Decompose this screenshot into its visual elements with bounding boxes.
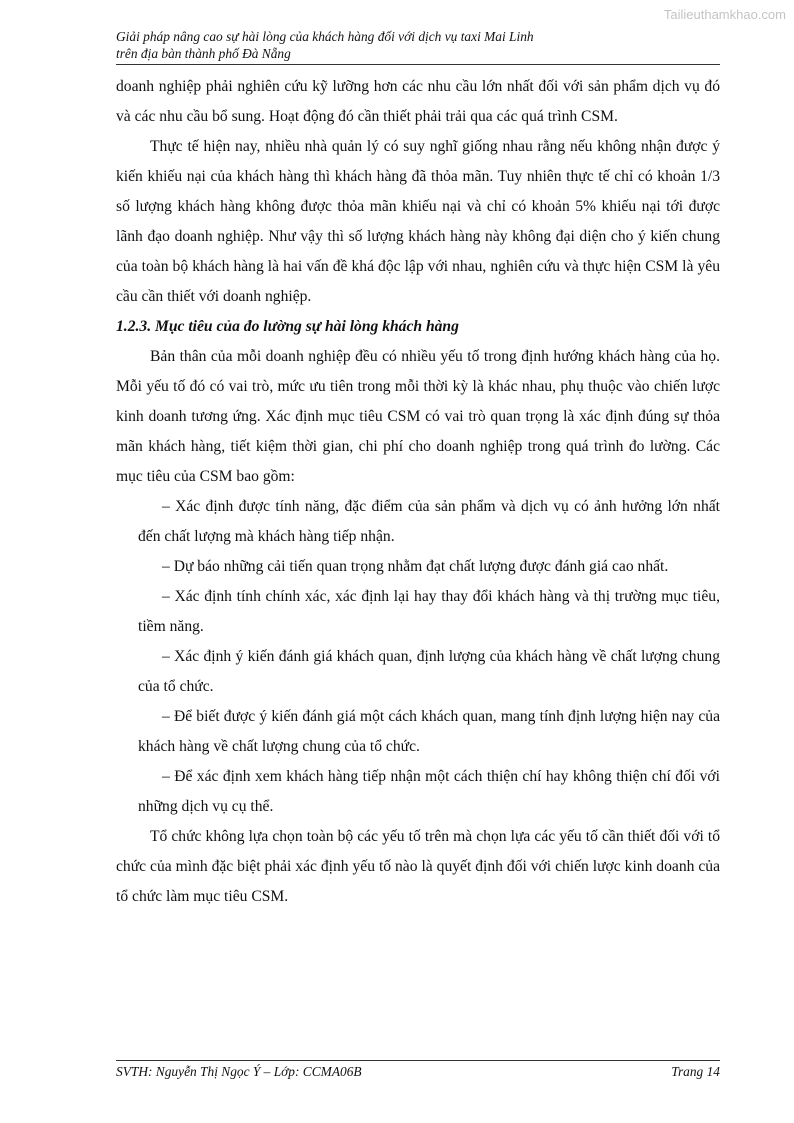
paragraph-3: Bản thân của mỗi doanh nghiệp đều có nhiều yếu tố trong định hướng khách hàng của họ. Mỗi yếu tố đó có vai trò, mức ưu tiên trong mỗi thời kỳ là khác nhau, phụ thuộc vào chiến lược kinh doanh tương ứng. Xác định mục tiêu CSM có vai trò quan trọng là xác định đúng sự thỏa mãn khách hàng, tiết kiệm thời gian, chi phí cho doanh nghiệp trong quá trình đo lường. Các mục tiêu của CSM bao gồm: [116,348,720,485]
list-item: – Để xác định xem khách hàng tiếp nhận một cách thiện chí hay không thiện chí đối với những dịch vụ cụ thể. [138,768,720,815]
section-heading: 1.2.3. Mục tiêu của đo lường sự hài lòng khách hàng [116,318,459,335]
list-item: – Dự báo những cải tiến quan trọng nhằm đạt chất lượng được đánh giá cao nhất. [162,558,669,575]
page-footer [116,1060,720,1081]
page-header [116,28,720,65]
list-item: – Xác định ý kiến đánh giá khách quan, định lượng của khách hàng về chất lượng chung của tổ chức. [138,648,720,695]
header-title-line1: Giải pháp nâng cao sự hài lòng của khách hàng đối với dịch vụ taxi Mai Linh [116,29,534,44]
list-item: – Xác định tính chính xác, xác định lại hay thay đổi khách hàng và thị trường mục tiêu, tiềm năng. [138,588,720,635]
watermark: Tailieuthamkhao.com [663,7,786,22]
header-title-line2: trên địa bàn thành phố Đà Nẵng [116,46,291,61]
page-number: Trang 14 [671,1064,720,1079]
paragraph-4: Tổ chức không lựa chọn toàn bộ các yếu tố trên mà chọn lựa các yếu tố cần thiết đối với tổ chức của mình đặc biệt phải xác định yếu tố nào là quyết định đối với chiến lược kinh doanh của tổ chức làm mục tiêu CSM. [116,828,720,905]
list-item: – Xác định được tính năng, đặc điểm của sản phẩm và dịch vụ có ảnh hưởng lớn nhất đến chất lượng mà khách hàng tiếp nhận. [138,498,720,545]
page-body [116,72,720,912]
list-item: – Để biết được ý kiến đánh giá một cách khách quan, mang tính định lượng hiện nay của khách hàng về chất lượng chung của tổ chức. [138,708,720,755]
paragraph-2: Thực tế hiện nay, nhiều nhà quản lý có suy nghĩ giống nhau rằng nếu không nhận được ý kiến khiếu nại của khách hàng thì khách hàng đã thỏa mãn. Tuy nhiên thực tế chỉ có khoản 1/3 số lượng khách hàng không được thỏa mãn khiếu nại và chỉ có khoản 5% khiếu nại tới được lãnh đạo doanh nghiệp. Như vậy thì số lượng khách hàng này không đại diện cho ý kiến chung của toàn bộ khách hàng là hai vấn đề khá độc lập với nhau, nghiên cứu và thực hiện CSM là yêu cầu cần thiết với doanh nghiệp. [116,138,720,305]
paragraph-1: doanh nghiệp phải nghiên cứu kỹ lưỡng hơn các nhu cầu lớn nhất đối với sản phẩm dịch vụ đó và các nhu cầu bổ sung. Hoạt động đó cần thiết phải trải qua các quá trình CSM. [116,78,720,125]
footer-author: SVTH: Nguyễn Thị Ngọc Ý – Lớp: CCMA06B [116,1064,362,1079]
